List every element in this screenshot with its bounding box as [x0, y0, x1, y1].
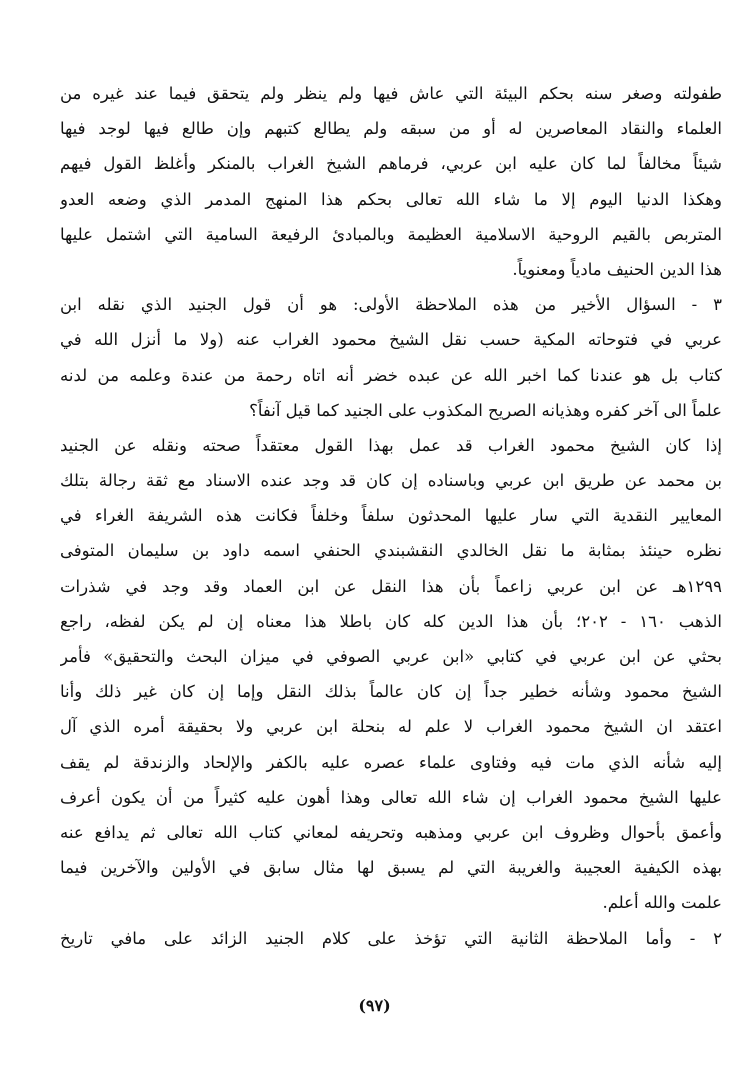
text-line: هذا الدين الحنيف مادياً ومعنوياً. [512, 259, 722, 279]
text-line: وهكذا الدنيا اليوم إلا ما شاء الله تعالى بحكم هذا المنهج المدمر الذي وضعه العدو [60, 189, 722, 209]
text-line: طفولته وصغر سنه بحكم البيئة التي عاش فيها ولم ينظر ولم يتحقق فيما عند غيره من [60, 84, 722, 103]
text-line: إذا كان الشيخ محمود الغراب قد عمل بهذا القول معتقداً صحته ونقله عن الجنيد [60, 435, 722, 455]
text-line: الذهب ١٦٠ - ٢٠٢؛ بأن هذا الدين كله كان باطلا هذا معناه إن لم يكن لفظه، راجع [60, 611, 722, 631]
text-line: ٢ - وأما الملاحظة الثانية التي تؤخذ على كلام الجنيد الزائد على مافي تاريخ [60, 928, 722, 948]
text-line: علمت والله أعلم. [602, 893, 722, 913]
text-line: وأعمق بأحوال وظروف ابن عربي ومذهبه وتحريفه لمعاني كتاب الله تعالى ثم يدافع عنه [60, 822, 722, 842]
text-line: الشيخ محمود وشأنه خطير جداً إن كان عالماً بذلك النقل وإما إن كان غير ذلك وأنا [60, 682, 722, 702]
text-line: بن محمد عن طريق ابن عربي وباسناده إن كان قد وجد عنده الاسناد مع ثقة رجالة بتلك [60, 471, 722, 491]
text-line: إليه شأنه الذي مات فيه وفتاوى علماء عصره عليه بالكفر والإلحاد والزندقة لم يقف [60, 752, 722, 772]
text-line: المتربص بالقيم الروحية الاسلامية العظيمة وبالمبادئ الرفيعة السامية التي اشتمل عليها [60, 224, 722, 244]
text-line: العلماء والنقاد المعاصرين له أو من سبقه ولم يطالع كتبهم وإن طالع فيها لوجد فيها [60, 119, 722, 139]
text-line: اعتقد ان الشيخ محمود الغراب لا علم له بنحلة ابن عربي ولا بحقيقة أمره الذي آل [60, 717, 722, 737]
text-line: عليها الشيخ محمود الغراب إن شاء الله تعالى وهذا أهون عليه كثيراً من أن يكون أعرف [60, 787, 722, 807]
text-line: شيئاً مخالفاً لما كان عليه ابن عربي، فرماهم الشيخ الغراب بالمنكر وأغلظ القول فيهم [60, 154, 722, 174]
page-number: (٩٧) [358, 996, 391, 1015]
text-line: بهذه الكيفية العجيبة والغريبة التي لم يسبق لها مثال سابق في الأولين والآخرين فيما [60, 858, 722, 878]
text-line: علماً الى آخر كفره وهذيانه الصريح المكذوب على الجنيد كما قيل آنفاً؟ [249, 400, 722, 420]
text-line: عربي في فتوحاته المكية حسب نقل الشيخ محمود الغراب عنه (ولا ما أنزل الله في [60, 330, 722, 350]
text-line: المعايير النقدية التي سار عليها المحدثون سلفاً وخلفاً فكانت هذه الشريفة الغراء في [60, 506, 722, 526]
text-line: نظره حينئذ بمثابة ما نقل الخالدي النقشبندي الحنفي اسمه داود بن سليمان المتوفى [60, 541, 722, 561]
text-line: بحثي عن ابن عربي في كتابي «ابن عربي الصوفي في ميزان البحث والتحقيق» فأمر [60, 647, 722, 666]
text-line: كتاب بل هو عندنا كما اخبر الله عن عبده خضر أنه اتاه رحمة من عندة وعلمه من لدنه [60, 365, 722, 385]
text-line: ١٢٩٩هـ عن ابن عربي زاعماً بأن هذا النقل عن ابن العماد وقد وجد في شذرات [60, 576, 722, 596]
text-line: ٣ - السؤال الأخير من هذه الملاحظة الأولى: هو أن قول الجنيد الذي نقله ابن [60, 295, 722, 315]
body-text [60, 76, 722, 956]
